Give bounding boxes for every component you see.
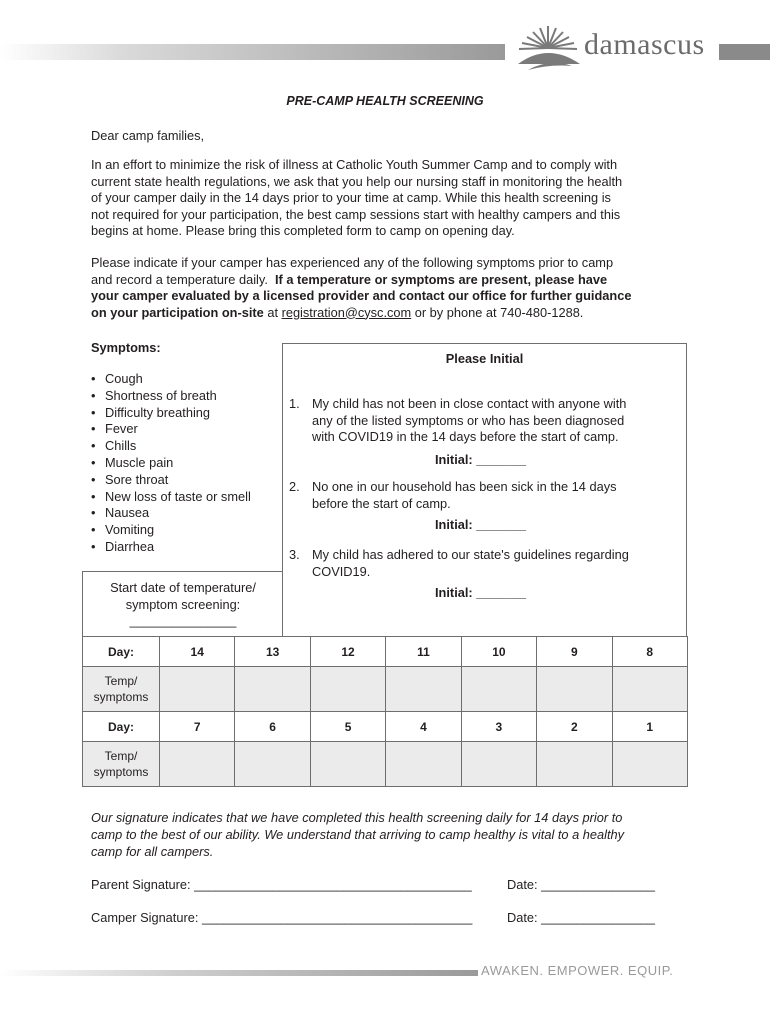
footer-gradient-bar [0,970,478,976]
start-date-label: Start date of temperature/ [110,580,256,595]
parent-signature-field[interactable]: Parent Signature: _______________________________________ [91,877,472,892]
temp-label [83,742,160,787]
initial-field-3[interactable]: Initial: _______ [435,585,527,600]
please-initial-box [282,343,687,636]
symptom-item: • New loss of taste or smell [91,489,251,506]
instructions-bold: your camper evaluated by a licensed provider and contact our office for further guidance [91,288,632,303]
day-number: 1 [612,712,687,742]
statement-1 [289,396,669,446]
temp-cell[interactable] [386,667,461,712]
temp-cell[interactable] [160,742,235,787]
symptom-item: • Cough [91,371,251,388]
intro-line: In an effort to minimize the risk of illness at Catholic Youth Summer Camp and to comply with [91,157,618,172]
symptom-item: • Nausea [91,505,251,522]
symptom-item: • Shortness of breath [91,388,251,405]
temp-cell[interactable] [612,667,687,712]
parent-date-field[interactable]: Date: ________________ [507,877,656,892]
day-number: 8 [612,637,687,667]
intro-line: of your camper daily in the 14 days prior to your time at camp. While this health screening is [91,190,611,205]
statement-number: 3. [289,547,300,562]
temp-cell[interactable] [461,742,536,787]
camper-date-field[interactable]: Date: ________________ [507,910,656,925]
initial-field-1[interactable]: Initial: _______ [435,452,527,467]
symptom-item: • Sore throat [91,472,251,489]
please-initial-title: Please Initial [445,351,524,366]
statement-number: 2. [289,479,300,494]
temp-row [83,742,688,787]
temp-cell[interactable] [537,742,612,787]
brand-name: damascus [584,28,705,61]
temp-label-line: symptoms [93,690,149,704]
day-number: 14 [160,637,235,667]
closing-line: camp for all campers. [91,844,214,859]
day-number: 11 [386,637,461,667]
intro-line: not required for your participation, the best camp sessions start with healthy campers and this [91,206,621,222]
day-label: Day: [83,637,160,667]
temp-cell[interactable] [160,667,235,712]
start-date-label: symptom screening: [125,596,241,612]
start-date-box [82,571,283,637]
day-number: 9 [537,637,612,667]
instructions-bold: on your participation on-site [91,304,264,320]
temp-cell[interactable] [310,667,385,712]
statement-3 [289,547,669,580]
statement-2 [289,479,669,512]
temp-cell[interactable] [310,742,385,787]
temp-cell[interactable] [235,667,310,712]
day-number: 7 [160,712,235,742]
statement-line: with COVID19 in the 14 days before the start of camp. [312,429,619,444]
day-label: Day: [83,712,160,742]
temp-label-line: Temp/ [104,674,138,688]
symptom-item: • Vomiting [91,522,251,539]
instructions-line: Please indicate if your camper has experienced any of the following symptoms prior to camp [91,255,614,270]
instructions-text: and record a temperature daily. [91,271,275,287]
instructions-line [91,305,676,322]
intro-paragraph [91,157,676,240]
symptom-item: • Fever [91,421,251,438]
day-number: 4 [386,712,461,742]
day-number: 5 [310,712,385,742]
symptom-item: • Difficulty breathing [91,405,251,422]
temperature-grid [82,636,688,787]
initial-field-2[interactable]: Initial: _______ [435,517,527,532]
temp-cell[interactable] [386,742,461,787]
statement-number: 1. [289,396,300,411]
instructions-text: at [263,304,282,320]
closing-line: Our signature indicates that we have completed this health screening daily for 14 days prior to [91,810,623,825]
day-number: 13 [235,637,310,667]
temp-cell[interactable] [235,742,310,787]
day-number: 6 [235,712,310,742]
day-number: 3 [461,712,536,742]
brand-tagline: AWAKEN. EMPOWER. EQUIP. [481,963,674,978]
sunrise-logo-icon [510,24,586,74]
instructions-paragraph [91,255,676,321]
temp-cell[interactable] [537,667,612,712]
instructions-bold: If a temperature or symptoms are present, please have [275,271,608,287]
temp-label-line: symptoms [93,765,149,779]
symptoms-title: Symptoms: [91,340,161,355]
symptom-item: • Muscle pain [91,455,251,472]
intro-line: begins at home. Please bring this completed form to camp on opening day. [91,223,515,238]
temp-cell[interactable] [612,742,687,787]
temp-label-line: Temp/ [104,749,138,763]
camper-signature-field[interactable]: Camper Signature: ______________________________________ [91,910,473,925]
statement-line: COVID19. [312,563,371,579]
day-number: 2 [537,712,612,742]
instructions-line [91,272,676,289]
day-row [83,637,688,667]
intro-line: current state health regulations, we ask that you help our nursing staff in monitoring the health [91,173,623,189]
statement-line: My child has not been in close contact with anyone with [312,396,627,411]
temp-cell[interactable] [461,667,536,712]
statement-line: any of the listed symptoms or who has been diagnosed [312,412,625,428]
symptom-item: • Chills [91,438,251,455]
instructions-text: or by phone at 740-480-1288. [411,304,584,320]
temp-label [83,667,160,712]
page-title: PRE-CAMP HEALTH SCREENING [286,94,484,108]
instructions-line [91,288,676,305]
registration-email-link[interactable]: registration@cysc.com [281,304,412,320]
start-date-field[interactable]: _______________ [129,613,237,628]
header-gradient-bar [0,44,505,60]
header-right-bar [719,44,770,60]
day-number: 10 [461,637,536,667]
day-number: 12 [310,637,385,667]
symptoms-list [91,371,251,556]
closing-line: camp to the best of our ability. We understand that arriving to camp healthy is vital to a healthy [91,827,625,842]
symptom-item: • Diarrhea [91,539,251,556]
day-row [83,712,688,742]
closing-statement [91,809,676,860]
greeting: Dear camp families, [91,128,205,143]
statement-line: No one in our household has been sick in the 14 days [312,479,617,494]
statement-line: before the start of camp. [312,495,451,511]
statement-line: My child has adhered to our state's guidelines regarding [312,547,629,562]
temp-row [83,667,688,712]
